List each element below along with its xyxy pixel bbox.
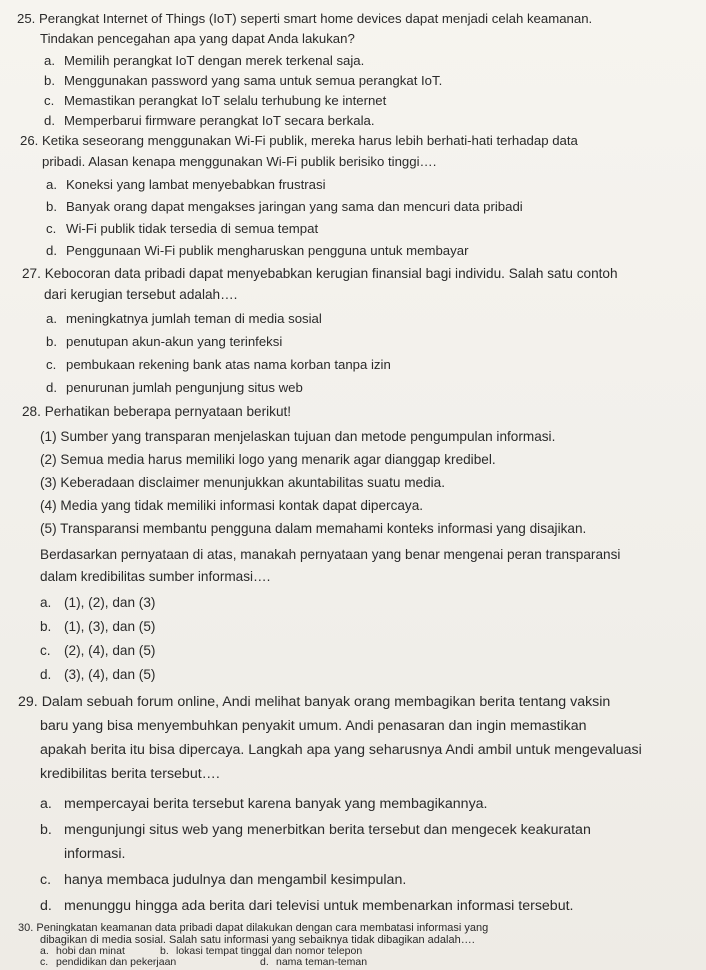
- question-29-option-b-continued: informasi.: [64, 846, 126, 862]
- question-29-stem-line-1: 29. Dalam sebuah forum online, Andi melihat banyak orang membagikan berita tentang vaksin: [18, 694, 611, 710]
- question-29-stem-line-4: kredibilitas berita tersebut….: [40, 766, 220, 782]
- question-25-option-a[interactable]: a. Memilih perangkat IoT dengan merek terkenal saja.: [44, 53, 365, 68]
- question-number: 25.: [17, 11, 36, 26]
- question-29-stem-line-3: apakah berita itu bisa dipercaya. Langkah apa yang seharusnya Andi ambil untuk mengevaluasi: [40, 742, 642, 758]
- question-30-stem-line-2: dibagikan di media sosial. Salah satu informasi yang sebaiknya tidak dibagikan adalah….: [40, 934, 475, 946]
- question-25-option-b[interactable]: b. Menggunakan password yang sama untuk semua perangkat IoT.: [44, 73, 443, 88]
- question-28-statement-4: (4) Media yang tidak memiliki informasi kontak dapat dipercaya.: [40, 498, 424, 513]
- question-26-stem-line-2: pribadi. Alasan kenapa menggunakan Wi-Fi publik berisiko tinggi….: [42, 154, 437, 169]
- question-30-option-a[interactable]: a. hobi dan minat: [40, 945, 125, 957]
- question-26-option-d[interactable]: d. Penggunaan Wi-Fi publik mengharuskan pengguna untuk membayar: [46, 243, 469, 258]
- question-26-option-c[interactable]: c. Wi-Fi publik tidak tersedia di semua tempat: [46, 221, 319, 236]
- question-26-stem-line-1: 26. Ketika seseorang menggunakan Wi-Fi publik, mereka harus lebih berhati-hati terhadap data: [20, 133, 578, 148]
- question-29-option-a[interactable]: a. mempercayai berita tersebut karena banyak yang membagikannya.: [40, 796, 488, 812]
- question-number: 29.: [18, 694, 38, 710]
- question-28-prompt-line-1: Berdasarkan pernyataan di atas, manakah pernyataan yang benar mengenai peran transparansi: [40, 547, 621, 562]
- question-28-statement-3: (3) Keberadaan disclaimer menunjukkan akuntabilitas suatu media.: [40, 475, 446, 490]
- question-number: 28.: [22, 404, 41, 419]
- question-25-stem-line-1: 25. Perangkat Internet of Things (IoT) seperti smart home devices dapat menjadi celah keamanan.: [17, 11, 593, 26]
- question-29-option-c[interactable]: c. hanya membaca judulnya dan mengambil kesimpulan.: [40, 872, 407, 888]
- question-27-option-c[interactable]: c. pembukaan rekening bank atas nama korban tanpa izin: [46, 357, 391, 372]
- question-27-option-d[interactable]: d. penurunan jumlah pengunjung situs web: [46, 380, 303, 395]
- question-26-option-b[interactable]: b. Banyak orang dapat mengakses jaringan yang sama dan mencuri data pribadi: [46, 199, 523, 214]
- question-number: 26.: [20, 133, 39, 148]
- question-30-option-d[interactable]: d. nama teman-teman: [260, 956, 368, 968]
- question-27-option-a[interactable]: a. meningkatnya jumlah teman di media sosial: [46, 311, 322, 326]
- question-28-statement-5: (5) Transparansi membantu pengguna dalam memahami konteks informasi yang disajikan.: [40, 521, 587, 536]
- question-25-stem-line-2: Tindakan pencegahan apa yang dapat Anda lakukan?: [40, 31, 355, 46]
- question-27-stem-line-2: dari kerugian tersebut adalah….: [44, 287, 238, 302]
- question-28-option-c[interactable]: c. (2), (4), dan (5): [40, 643, 156, 658]
- question-29-stem-line-2: baru yang bisa menyembuhkan penyakit umum. Andi penasaran dan ingin memastikan: [40, 718, 587, 734]
- question-28-option-d[interactable]: d. (3), (4), dan (5): [40, 667, 156, 682]
- question-28-stem-line-1: 28. Perhatikan beberapa pernyataan berikut!: [22, 404, 292, 419]
- question-29-option-b[interactable]: b. mengunjungi situs web yang menerbitkan berita tersebut dan mengecek keakuratan: [40, 822, 591, 838]
- question-number: 30.: [18, 922, 34, 934]
- question-28-statement-2: (2) Semua media harus memiliki logo yang menarik agar dianggap kredibel.: [40, 452, 496, 467]
- question-25-option-c[interactable]: c. Memastikan perangkat IoT selalu terhubung ke internet: [44, 93, 387, 108]
- question-28-statement-1: (1) Sumber yang transparan menjelaskan tujuan dan metode pengumpulan informasi.: [40, 429, 556, 444]
- question-27-option-b[interactable]: b. penutupan akun-akun yang terinfeksi: [46, 334, 283, 349]
- question-25-option-d[interactable]: d. Memperbarui firmware perangkat IoT secara berkala.: [44, 113, 375, 128]
- question-28-option-a[interactable]: a. (1), (2), dan (3): [40, 595, 156, 610]
- question-28-prompt-line-2: dalam kredibilitas sumber informasi….: [40, 569, 271, 584]
- question-27-stem-line-1: 27. Kebocoran data pribadi dapat menyebabkan kerugian finansial bagi individu. Salah satu contoh: [22, 266, 618, 281]
- question-30-option-b[interactable]: b. lokasi tempat tinggal dan nomor telepon: [160, 945, 363, 957]
- question-28-option-b[interactable]: b. (1), (3), dan (5): [40, 619, 156, 634]
- question-29-option-d[interactable]: d. menunggu hingga ada berita dari televisi untuk membenarkan informasi tersebut.: [40, 898, 574, 914]
- question-30-option-c[interactable]: c. pendidikan dan pekerjaan: [40, 956, 177, 968]
- question-30-stem-line-1: 30. Peningkatan keamanan data pribadi dapat dilakukan dengan cara membatasi informasi yang: [18, 922, 489, 934]
- question-number: 27.: [22, 266, 41, 281]
- question-26-option-a[interactable]: a. Koneksi yang lambat menyebabkan frustrasi: [46, 177, 326, 192]
